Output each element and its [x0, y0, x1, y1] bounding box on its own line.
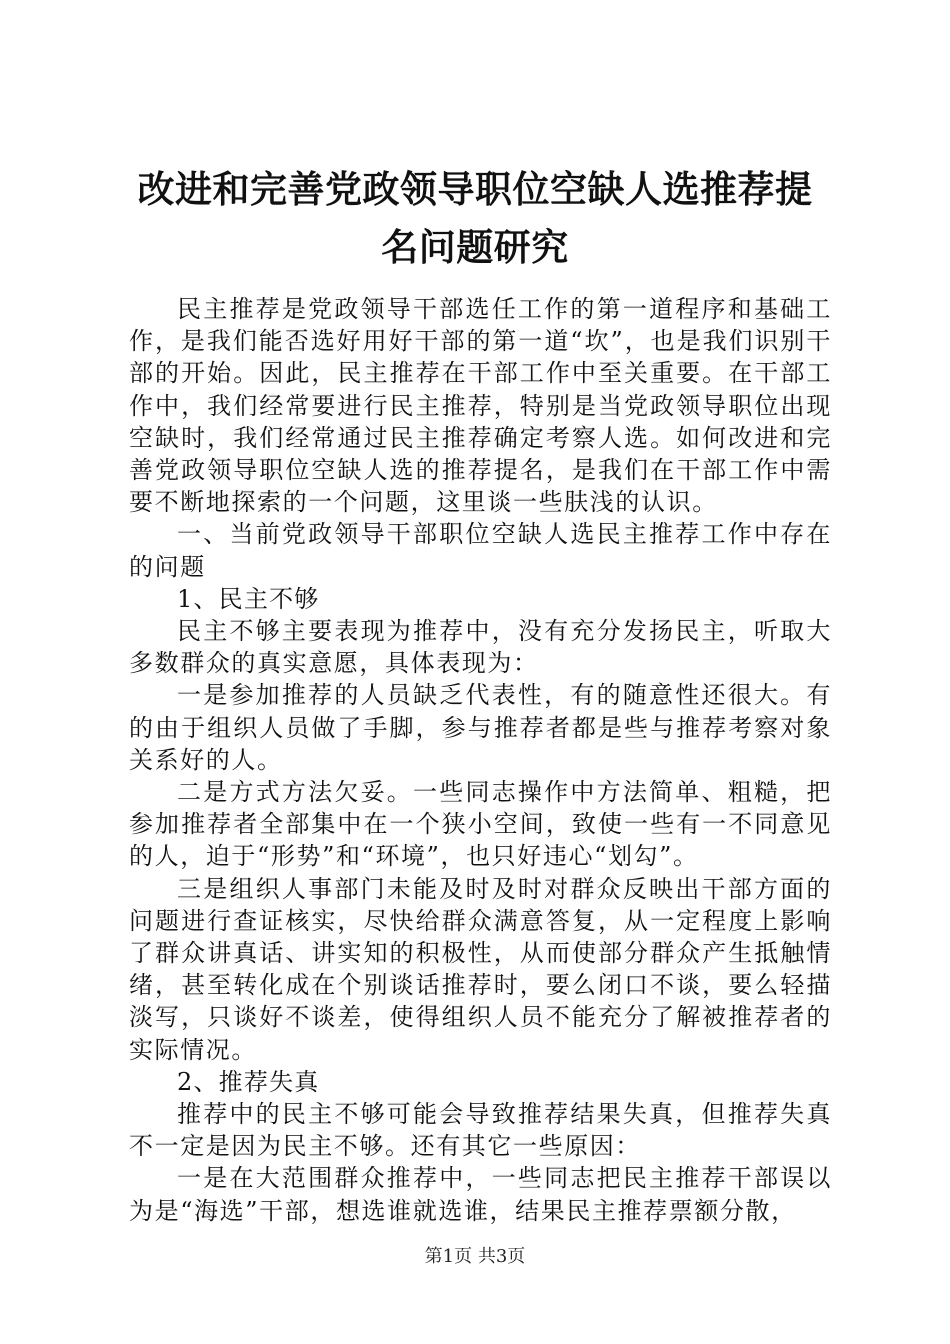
document-title: 改进和完善党政领导职位空缺人选推荐提名问题研究	[137, 167, 813, 269]
page-footer: 第1页 共3页	[424, 1246, 526, 1267]
paragraph: 一是参加推荐的人员缺乏代表性，有的随意性还很大。有的由于组织人员做了手脚，参与推荐者都是些与推荐考察对象关系好的人。	[129, 681, 832, 774]
section-heading: 一、当前党政领导干部职位空缺人选民主推荐工作中存在的问题	[129, 520, 832, 581]
paragraph: 民主不够主要表现为推荐中，没有充分发扬民主，听取大多数群众的真实意愿，具体表现为：	[129, 617, 832, 678]
document-body	[129, 293, 832, 1227]
paragraph: 二是方式方法欠妥。一些同志操作中方法简单、粗糙，把参加推荐者全部集中在一个狭小空间，致使一些有一不同意见的人，迫于“形势”和“环境”，也只好违心“划勾”。	[129, 778, 832, 871]
paragraph: 三是组织人事部门未能及时及时对群众反映出干部方面的问题进行查证核实，尽快给群众满意答复，从一定程度上影响了群众讲真话、讲实知的积极性，从而使部分群众产生抵触情绪，甚至转化成在个别谈话推荐时，要么闭口不谈，要么轻描淡写，只谈好不谈差，使得组织人员不能充分了解被推荐者的实际情况。	[129, 874, 832, 1064]
subheading-distortion: 2、推荐失真	[177, 1067, 320, 1096]
paragraph: 一是在大范围群众推荐中，一些同志把民主推荐干部误以为是“海选”干部，想选谁就选谁，结果民主推荐票额分散，	[129, 1164, 832, 1225]
subheading-democracy: 1、民主不够	[177, 584, 320, 613]
paragraph: 推荐中的民主不够可能会导致推荐结果失真，但推荐失真不一定是因为民主不够。还有其它一些原因：	[129, 1100, 832, 1161]
paragraph-intro: 民主推荐是党政领导干部选任工作的第一道程序和基础工作，是我们能否选好用好干部的第一道“坎”，也是我们识别干部的开始。因此，民主推荐在干部工作中至关重要。在干部工作中，我们经常要进行民主推荐，特别是当党政领导职位出现空缺时，我们经常通过民主推荐确定考察人选。如何改进和完善党政领导职位空缺人选的推荐提名，是我们在干部工作中需要不断地探索的一个问题，这里谈一些肤浅的认识。	[129, 295, 832, 517]
